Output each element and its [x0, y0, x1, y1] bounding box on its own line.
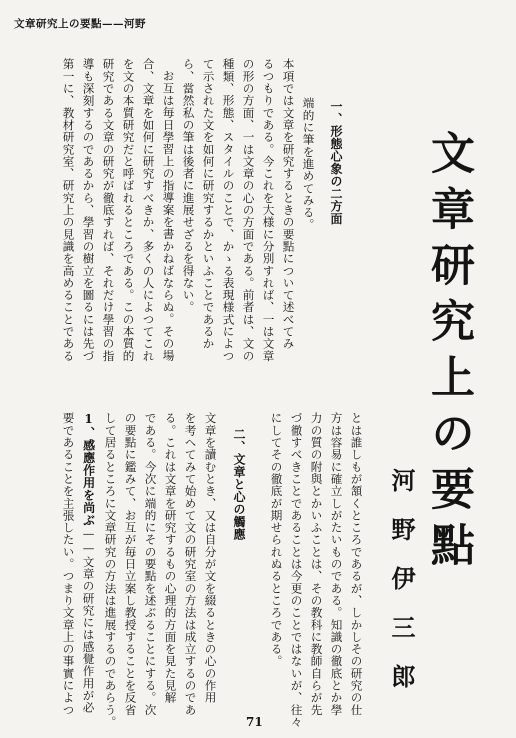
upper-col-2: るつもりである。今これを大様に分別すれば、一は文章	[261, 58, 276, 362]
subsection-line	[82, 412, 95, 714]
upper-col-8: 合、文章を如何に研究すべきか、多くの人によつてこれ	[141, 58, 156, 362]
lower-col-0: とは誰しもが頷くところであるが、しかしその研究の仕	[349, 412, 364, 716]
subsection-heading: 1、感應作用を尚ぶ	[81, 412, 96, 527]
lower-col-2: 力の質の附與とかいふことは、その教科に教師自らが先	[309, 412, 324, 716]
lower-col-1: 方は容易に確立しがたいものである。知識の徹底とか學	[329, 412, 344, 716]
section-two-col-5: して居るところに文章研究の方法は進展するのであらう。	[103, 412, 118, 728]
lower-col-3: づ徹すべきことであることは今更のことではないが、往々	[289, 412, 304, 728]
lower-col-4: にしてその徹底が期せられぬるところである。	[269, 412, 284, 668]
upper-col-10: 研究である文章の研究が徹底すれば、それだけ學習の指	[101, 58, 116, 362]
upper-col-11: 導も深刻するのであるから、學習の樹立を圖るには先づ	[81, 58, 96, 362]
upper-col-7: お互は毎日學習上の指導案を書かねばならぬ。その場	[161, 70, 176, 362]
upper-col-0: 端的に筆を進めてみる。	[301, 97, 316, 231]
upper-col-12: 第一に、教材研究室、研究上の見識を高めることである	[61, 58, 76, 362]
upper-col-1: 本項では文章を研究するときの要點について述べてみ	[281, 58, 296, 350]
section-two-col-0: 文章を讀むとき、又は自分が文を綴るときの心の作用	[203, 412, 218, 704]
section-two-col-2: る。これは文章を研究するもの心理的方面を見た見解	[163, 412, 178, 704]
article-author: 河野伊三郎	[387, 468, 416, 713]
section-two-col-3: である。今次に端的にその要點を述ぶることにする。次	[143, 412, 158, 716]
section-one-heading: 一、形態心象の二方面	[329, 100, 343, 225]
upper-col-6: ら、當然私の筆は後者に進展せざるを得ない。	[181, 58, 196, 314]
upper-col-5: て示された文を如何に研究するかといふことであるか	[201, 58, 216, 350]
section-two-heading: 二、文章と心の觸應	[232, 428, 246, 541]
upper-col-4: 種類、形態、スタイルのことで、かゝる表現様式によつ	[221, 58, 236, 362]
upper-col-3: の形の方面、一は文章の心の方面である。前者は、文の	[241, 58, 256, 362]
closing-line: 要であることを主張したい。つまり文章上の事實によつ	[61, 412, 76, 716]
subsection-lead: ——文章の研究には感覺作用が必	[81, 526, 96, 714]
running-head: 文章研究上の要點——河野	[14, 18, 146, 30]
section-two-col-1: を考へてみて始めて文の研究室の方法は成立するのであ	[183, 412, 198, 716]
upper-col-9: を文の本質研究だと呼ばれるところである。この本質的	[121, 58, 136, 362]
article-title: 文章研究上の要點	[423, 130, 474, 578]
section-two-col-4: の要點に鑑みて、お互が毎日立案し教授することを反省	[123, 412, 138, 716]
page-number: 71	[246, 715, 263, 729]
